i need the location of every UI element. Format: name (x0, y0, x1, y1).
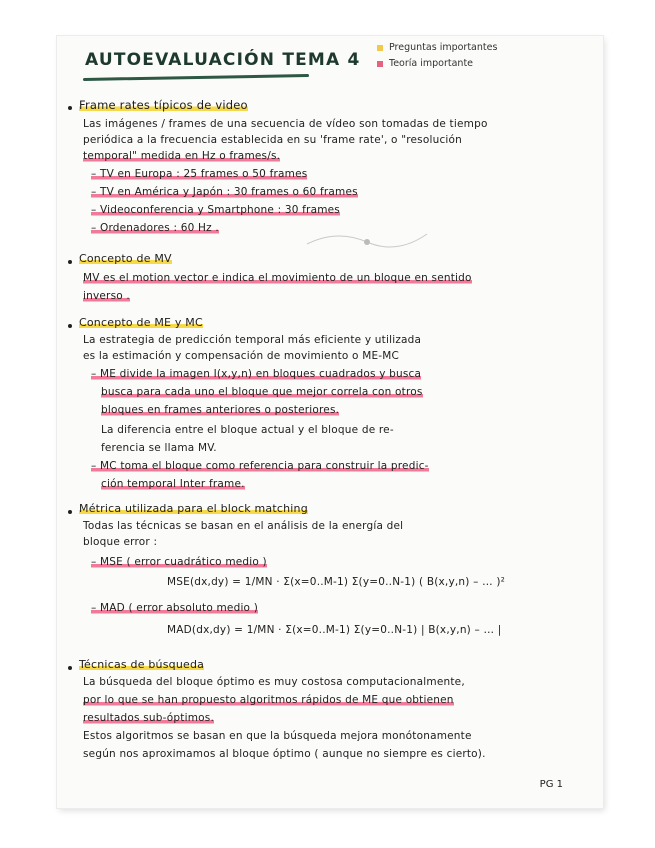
text-line: por lo que se han propuesto algoritmos rápidos de ME que obtienen (83, 694, 454, 706)
text-line: La estrategia de predicción temporal más eficiente y utilizada (83, 334, 422, 346)
yellow-square-icon (377, 45, 383, 51)
text-line: resultados sub-óptimos. (83, 712, 214, 724)
list-item: – MC toma el bloque como referencia para construir la predic- (91, 460, 429, 472)
text-line: busca para cada uno el bloque que mejor correla con otros (101, 386, 423, 398)
text-line: ción temporal Inter frame. (101, 478, 245, 490)
page-title: AUTOEVALUACIÓN TEMA 4 (85, 50, 361, 70)
section-heading-mv: Concepto de MV (79, 252, 172, 265)
text-line: Las imágenes / frames de una secuencia de vídeo son tomadas de tiempo (83, 118, 488, 130)
list-item: – TV en América y Japón : 30 frames o 60 frames (91, 186, 358, 198)
pink-square-icon (377, 61, 383, 67)
section-heading-search: Técnicas de búsqueda (79, 658, 205, 671)
text-line: bloque error : (83, 536, 158, 548)
notebook-page (57, 36, 603, 808)
text-line: inverso . (83, 290, 130, 302)
list-item: – TV en Europa : 25 frames o 50 frames (91, 168, 308, 180)
list-item: – MAD ( error absoluto medio ) (91, 602, 259, 614)
text-line: periódica a la frecuencia establecida en su 'frame rate', o "resolución (83, 134, 463, 146)
section-heading-metric: Métrica utilizada para el block matching (79, 502, 308, 515)
mad-formula: MAD(dx,dy) = 1/MN · Σ(x=0..M-1) Σ(y=0..N-1) | B(x,y,n) – … | (167, 624, 502, 636)
bullet-icon (68, 260, 72, 264)
page-number: PG 1 (539, 779, 563, 790)
text-line: es la estimación y compensación de movimiento o ME-MC (83, 350, 400, 362)
text-line: La diferencia entre el bloque actual y el bloque de re- (101, 424, 394, 436)
section-heading-me-mc: Concepto de ME y MC (79, 316, 203, 329)
bullet-icon (68, 510, 72, 514)
title-underline (83, 74, 309, 81)
text-line: La búsqueda del bloque óptimo es muy costosa computacionalmente, (83, 676, 465, 688)
legend-label: Preguntas importantes (389, 42, 498, 53)
text-line: Estos algoritmos se basan en que la búsqueda mejora monótonamente (83, 730, 472, 742)
bullet-icon (68, 666, 72, 670)
bullet-icon (68, 324, 72, 328)
list-item: – MSE ( error cuadrático medio ) (91, 556, 267, 568)
legend-label: Teoría importante (389, 58, 474, 69)
legend-item (377, 40, 497, 56)
text-line: según nos aproximamos al bloque óptimo ( aunque no siempre es cierto). (83, 748, 486, 760)
list-item: – Videoconferencia y Smartphone : 30 frames (91, 204, 340, 216)
legend (377, 40, 497, 72)
list-item: – ME divide la imagen I(x,y,n) en bloques cuadrados y busca (91, 368, 422, 380)
section-heading-frame-rates: Frame rates típicos de video (79, 98, 248, 112)
text-line: Todas las técnicas se basan en el análisis de la energía del (83, 520, 404, 532)
list-item: – Ordenadores : 60 Hz . (91, 222, 219, 234)
mse-formula: MSE(dx,dy) = 1/MN · Σ(x=0..M-1) Σ(y=0..N-1) ( B(x,y,n) – … )² (167, 576, 506, 588)
bullet-icon (68, 106, 72, 110)
text-line: MV es el motion vector e indica el movimiento de un bloque en sentido (83, 272, 472, 284)
text-line: temporal" medida en Hz o frames/s. (83, 150, 281, 162)
legend-item (377, 56, 497, 72)
text-line: ferencia se llama MV. (101, 442, 217, 454)
faint-doodle (297, 224, 437, 264)
text-line: bloques en frames anteriores o posteriores. (101, 404, 340, 416)
